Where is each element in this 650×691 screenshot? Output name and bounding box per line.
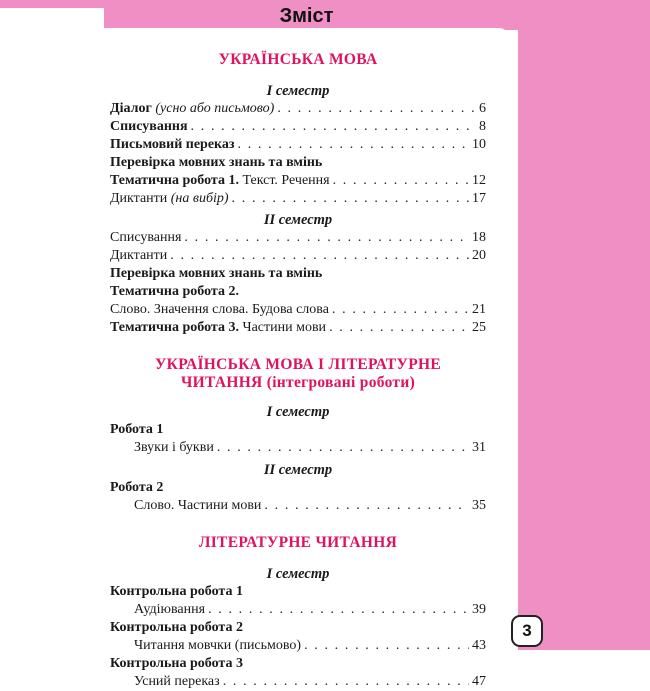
toc-entry[interactable]: Диктанти (на вибір) . . . 17: [110, 190, 486, 208]
section-title-literary-reading: ЛІТЕРАТУРНЕ ЧИТАННЯ: [198, 534, 398, 551]
page-number: 12: [472, 173, 486, 188]
toc-entry[interactable]: Слово. Частини мови . . . 35: [110, 497, 486, 515]
page-number: 6: [479, 101, 486, 116]
page-number: 21: [472, 302, 486, 317]
semester-heading: І семестр: [266, 404, 330, 420]
right-pink-band: [518, 0, 650, 650]
page-number: 17: [472, 191, 486, 206]
leader-dots: [329, 319, 469, 337]
semester-heading: І семестр: [266, 566, 330, 582]
page-number: 31: [472, 440, 486, 455]
leader-dots: [264, 497, 469, 515]
toc-entry[interactable]: Диктанти . . . 20: [110, 247, 486, 265]
toc-group-label: Тематична робота 2.: [110, 284, 239, 299]
toc-group-label: Робота 2: [110, 480, 164, 495]
leader-dots: [304, 637, 469, 655]
leader-dots: [232, 190, 469, 208]
toc-group-label: Робота 1: [110, 422, 164, 437]
toc-group-label: Контрольна робота 1: [110, 584, 243, 599]
toc-group-label: Контрольна робота 2: [110, 620, 243, 635]
leader-dots: [277, 100, 476, 118]
toc-group-label: Перевірка мовних знань та вмінь: [110, 155, 323, 170]
semester-heading: ІІ семестр: [263, 212, 333, 228]
leader-dots: [223, 673, 469, 691]
toc-entry[interactable]: Звуки і букви . . . 31: [110, 439, 486, 457]
toc-entry[interactable]: Списування . . . 18: [110, 229, 486, 247]
semester-heading: І семестр: [266, 83, 330, 99]
table-of-contents: [110, 44, 486, 691]
toc-entry[interactable]: Тематична робота 1. Текст. Речення . . . 12: [110, 172, 486, 190]
page-number: 39: [472, 602, 486, 617]
page-number: 35: [472, 498, 486, 513]
leader-dots: [208, 601, 469, 619]
toc-group-label: Контрольна робота 3: [110, 656, 243, 671]
toc-entry[interactable]: Письмовий переказ . . . 10: [110, 136, 486, 154]
page-number: 18: [472, 230, 486, 245]
leader-dots: [191, 118, 476, 136]
page-number: 25: [472, 320, 486, 335]
semester-heading: ІІ семестр: [263, 462, 333, 478]
page-number: 20: [472, 248, 486, 263]
leader-dots: [332, 301, 469, 319]
page-number: 43: [472, 638, 486, 653]
page-number: 8: [479, 119, 486, 134]
leader-dots: [333, 172, 469, 190]
toc-entry[interactable]: Усний переказ . . . 47: [110, 673, 486, 691]
leader-dots: [170, 247, 469, 265]
leader-dots: [217, 439, 469, 457]
toc-entry[interactable]: Аудіювання . . . 39: [110, 601, 486, 619]
section-title-ukrainian: УКРАЇНСЬКА МОВА: [218, 51, 378, 68]
leader-dots: [238, 136, 469, 154]
toc-entry[interactable]: Читання мовчки (письмово) . . . 43: [110, 637, 486, 655]
toc-entry[interactable]: Діалог (усно або письмово) . . . 6: [110, 100, 486, 118]
toc-group-label: Перевірка мовних знань та вмінь: [110, 266, 323, 281]
toc-entry[interactable]: Слово. Значення слова. Будова слова . . . 21: [110, 301, 486, 319]
toc-entry[interactable]: Тематична робота 3. Частини мови . . . 25: [110, 319, 486, 337]
page-number: 10: [472, 137, 486, 152]
toc-entry[interactable]: Списування . . . 8: [110, 118, 486, 136]
section-title-integrated: УКРАЇНСЬКА МОВА І ЛІТЕРАТУРНЕ ЧИТАННЯ (інтегровані роботи): [154, 356, 441, 391]
page-number-badge: 3: [511, 615, 543, 647]
page-title: Зміст: [279, 5, 334, 27]
page-number: 47: [472, 674, 486, 689]
leader-dots: [184, 229, 469, 247]
